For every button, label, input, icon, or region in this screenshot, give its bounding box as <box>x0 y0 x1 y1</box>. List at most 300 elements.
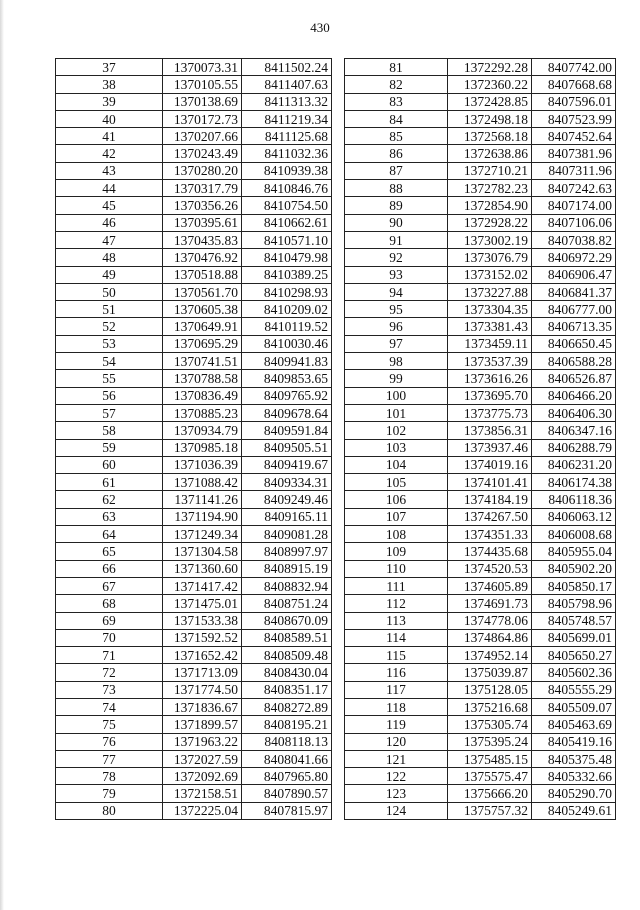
table-row <box>345 128 616 145</box>
x-coordinate-cell: 1372027.59 <box>163 750 242 767</box>
point-number-cell: 104 <box>345 456 448 473</box>
table-row <box>56 214 332 231</box>
table-row <box>345 76 616 93</box>
point-number-cell: 87 <box>345 162 448 179</box>
point-number-cell: 56 <box>56 387 163 404</box>
table-row <box>56 387 332 404</box>
x-coordinate-cell: 1374019.16 <box>448 456 532 473</box>
y-coordinate-cell: 8408351.17 <box>242 681 332 698</box>
table-row <box>56 180 332 197</box>
point-number-cell: 94 <box>345 283 448 300</box>
table-row <box>56 802 332 819</box>
x-coordinate-cell: 1370788.58 <box>163 370 242 387</box>
x-coordinate-cell: 1370985.18 <box>163 439 242 456</box>
table-row <box>345 595 616 612</box>
point-number-cell: 92 <box>345 249 448 266</box>
x-coordinate-cell: 1373152.02 <box>448 266 532 283</box>
y-coordinate-cell: 8408195.21 <box>242 716 332 733</box>
x-coordinate-cell: 1370435.83 <box>163 231 242 248</box>
y-coordinate-cell: 8406713.35 <box>532 318 616 335</box>
point-number-cell: 37 <box>56 59 163 76</box>
point-number-cell: 71 <box>56 647 163 664</box>
table-row <box>56 612 332 629</box>
table-row <box>345 456 616 473</box>
x-coordinate-cell: 1371533.38 <box>163 612 242 629</box>
x-coordinate-cell: 1374952.14 <box>448 647 532 664</box>
table-row <box>56 249 332 266</box>
table-row <box>56 231 332 248</box>
y-coordinate-cell: 8411313.32 <box>242 93 332 110</box>
point-number-cell: 81 <box>345 59 448 76</box>
point-number-cell: 46 <box>56 214 163 231</box>
table-row <box>56 422 332 439</box>
y-coordinate-cell: 8411219.34 <box>242 110 332 127</box>
point-number-cell: 95 <box>345 301 448 318</box>
point-number-cell: 66 <box>56 560 163 577</box>
table-row <box>345 526 616 543</box>
y-coordinate-cell: 8406347.16 <box>532 422 616 439</box>
x-coordinate-cell: 1375039.87 <box>448 664 532 681</box>
point-number-cell: 111 <box>345 577 448 594</box>
point-number-cell: 124 <box>345 802 448 819</box>
x-coordinate-cell: 1371036.39 <box>163 456 242 473</box>
x-coordinate-cell: 1372092.69 <box>163 768 242 785</box>
point-number-cell: 93 <box>345 266 448 283</box>
x-coordinate-cell: 1373381.43 <box>448 318 532 335</box>
point-number-cell: 61 <box>56 474 163 491</box>
table-row <box>345 162 616 179</box>
y-coordinate-cell: 8405509.07 <box>532 698 616 715</box>
x-coordinate-cell: 1373695.70 <box>448 387 532 404</box>
y-coordinate-cell: 8405902.20 <box>532 560 616 577</box>
x-coordinate-cell: 1371088.42 <box>163 474 242 491</box>
table-row <box>56 370 332 387</box>
y-coordinate-cell: 8406231.20 <box>532 456 616 473</box>
x-coordinate-cell: 1371836.67 <box>163 698 242 715</box>
point-number-cell: 78 <box>56 768 163 785</box>
coordinates-table-right <box>344 58 616 820</box>
table-row <box>345 231 616 248</box>
x-coordinate-cell: 1372854.90 <box>448 197 532 214</box>
table-row <box>56 474 332 491</box>
y-coordinate-cell: 8407242.63 <box>532 180 616 197</box>
y-coordinate-cell: 8409853.65 <box>242 370 332 387</box>
table-row <box>56 508 332 525</box>
point-number-cell: 89 <box>345 197 448 214</box>
y-coordinate-cell: 8406777.00 <box>532 301 616 318</box>
y-coordinate-cell: 8405419.16 <box>532 733 616 750</box>
x-coordinate-cell: 1371475.01 <box>163 595 242 612</box>
point-number-cell: 112 <box>345 595 448 612</box>
x-coordinate-cell: 1372568.18 <box>448 128 532 145</box>
y-coordinate-cell: 8410571.10 <box>242 231 332 248</box>
table-row <box>345 612 616 629</box>
y-coordinate-cell: 8406972.29 <box>532 249 616 266</box>
y-coordinate-cell: 8405555.29 <box>532 681 616 698</box>
x-coordinate-cell: 1370073.31 <box>163 59 242 76</box>
x-coordinate-cell: 1370885.23 <box>163 404 242 421</box>
x-coordinate-cell: 1371141.26 <box>163 491 242 508</box>
x-coordinate-cell: 1370317.79 <box>163 180 242 197</box>
x-coordinate-cell: 1372498.18 <box>448 110 532 127</box>
table-body <box>345 59 616 820</box>
table-row <box>345 543 616 560</box>
table-row <box>56 698 332 715</box>
y-coordinate-cell: 8407815.97 <box>242 802 332 819</box>
y-coordinate-cell: 8411125.68 <box>242 128 332 145</box>
point-number-cell: 50 <box>56 283 163 300</box>
y-coordinate-cell: 8405249.61 <box>532 802 616 819</box>
point-number-cell: 113 <box>345 612 448 629</box>
table-row <box>56 647 332 664</box>
y-coordinate-cell: 8409765.92 <box>242 387 332 404</box>
table-row <box>56 128 332 145</box>
y-coordinate-cell: 8405375.48 <box>532 750 616 767</box>
table-row <box>56 404 332 421</box>
x-coordinate-cell: 1371194.90 <box>163 508 242 525</box>
table-row <box>56 439 332 456</box>
point-number-cell: 88 <box>345 180 448 197</box>
y-coordinate-cell: 8410209.02 <box>242 301 332 318</box>
x-coordinate-cell: 1373775.73 <box>448 404 532 421</box>
table-row <box>345 577 616 594</box>
y-coordinate-cell: 8409081.28 <box>242 526 332 543</box>
table-row <box>345 93 616 110</box>
table-row <box>56 266 332 283</box>
y-coordinate-cell: 8407381.96 <box>532 145 616 162</box>
y-coordinate-cell: 8408118.13 <box>242 733 332 750</box>
y-coordinate-cell: 8406650.45 <box>532 335 616 352</box>
y-coordinate-cell: 8405850.17 <box>532 577 616 594</box>
x-coordinate-cell: 1374435.68 <box>448 543 532 560</box>
x-coordinate-cell: 1372710.21 <box>448 162 532 179</box>
y-coordinate-cell: 8407106.06 <box>532 214 616 231</box>
point-number-cell: 82 <box>345 76 448 93</box>
y-coordinate-cell: 8407452.64 <box>532 128 616 145</box>
point-number-cell: 60 <box>56 456 163 473</box>
table-row <box>345 768 616 785</box>
x-coordinate-cell: 1370356.26 <box>163 197 242 214</box>
point-number-cell: 42 <box>56 145 163 162</box>
table-row <box>56 318 332 335</box>
point-number-cell: 86 <box>345 145 448 162</box>
x-coordinate-cell: 1370605.38 <box>163 301 242 318</box>
y-coordinate-cell: 8405955.04 <box>532 543 616 560</box>
y-coordinate-cell: 8409249.46 <box>242 491 332 508</box>
point-number-cell: 38 <box>56 76 163 93</box>
x-coordinate-cell: 1371417.42 <box>163 577 242 594</box>
y-coordinate-cell: 8405699.01 <box>532 629 616 646</box>
table-row <box>56 560 332 577</box>
y-coordinate-cell: 8409591.84 <box>242 422 332 439</box>
point-number-cell: 76 <box>56 733 163 750</box>
point-number-cell: 115 <box>345 647 448 664</box>
y-coordinate-cell: 8406118.36 <box>532 491 616 508</box>
table-row <box>345 439 616 456</box>
y-coordinate-cell: 8409678.64 <box>242 404 332 421</box>
point-number-cell: 80 <box>56 802 163 819</box>
point-number-cell: 54 <box>56 353 163 370</box>
point-number-cell: 65 <box>56 543 163 560</box>
point-number-cell: 102 <box>345 422 448 439</box>
table-row <box>345 785 616 802</box>
y-coordinate-cell: 8408430.04 <box>242 664 332 681</box>
y-coordinate-cell: 8408915.19 <box>242 560 332 577</box>
table-row <box>345 283 616 300</box>
x-coordinate-cell: 1374691.73 <box>448 595 532 612</box>
table-row <box>56 526 332 543</box>
table-row <box>56 733 332 750</box>
x-coordinate-cell: 1375216.68 <box>448 698 532 715</box>
x-coordinate-cell: 1375305.74 <box>448 716 532 733</box>
table-row <box>56 110 332 127</box>
table-row <box>345 474 616 491</box>
y-coordinate-cell: 8410119.52 <box>242 318 332 335</box>
y-coordinate-cell: 8410754.50 <box>242 197 332 214</box>
x-coordinate-cell: 1370836.49 <box>163 387 242 404</box>
point-number-cell: 44 <box>56 180 163 197</box>
y-coordinate-cell: 8406063.12 <box>532 508 616 525</box>
point-number-cell: 101 <box>345 404 448 421</box>
y-coordinate-cell: 8408751.24 <box>242 595 332 612</box>
x-coordinate-cell: 1375757.32 <box>448 802 532 819</box>
point-number-cell: 84 <box>345 110 448 127</box>
y-coordinate-cell: 8408589.51 <box>242 629 332 646</box>
x-coordinate-cell: 1371652.42 <box>163 647 242 664</box>
table-row <box>345 750 616 767</box>
table-row <box>56 335 332 352</box>
x-coordinate-cell: 1373002.19 <box>448 231 532 248</box>
y-coordinate-cell: 8406288.79 <box>532 439 616 456</box>
point-number-cell: 114 <box>345 629 448 646</box>
x-coordinate-cell: 1371713.09 <box>163 664 242 681</box>
y-coordinate-cell: 8405332.66 <box>532 768 616 785</box>
point-number-cell: 63 <box>56 508 163 525</box>
x-coordinate-cell: 1371592.52 <box>163 629 242 646</box>
point-number-cell: 91 <box>345 231 448 248</box>
point-number-cell: 58 <box>56 422 163 439</box>
y-coordinate-cell: 8405602.36 <box>532 664 616 681</box>
y-coordinate-cell: 8406406.30 <box>532 404 616 421</box>
table-row <box>56 785 332 802</box>
x-coordinate-cell: 1370280.20 <box>163 162 242 179</box>
y-coordinate-cell: 8408509.48 <box>242 647 332 664</box>
point-number-cell: 51 <box>56 301 163 318</box>
point-number-cell: 106 <box>345 491 448 508</box>
point-number-cell: 105 <box>345 474 448 491</box>
point-number-cell: 85 <box>345 128 448 145</box>
point-number-cell: 96 <box>345 318 448 335</box>
point-number-cell: 83 <box>345 93 448 110</box>
x-coordinate-cell: 1371304.58 <box>163 543 242 560</box>
x-coordinate-cell: 1370695.29 <box>163 335 242 352</box>
point-number-cell: 55 <box>56 370 163 387</box>
table-row <box>345 560 616 577</box>
point-number-cell: 47 <box>56 231 163 248</box>
table-row <box>56 577 332 594</box>
x-coordinate-cell: 1372225.04 <box>163 802 242 819</box>
point-number-cell: 99 <box>345 370 448 387</box>
y-coordinate-cell: 8406008.68 <box>532 526 616 543</box>
table-row <box>345 664 616 681</box>
point-number-cell: 67 <box>56 577 163 594</box>
point-number-cell: 122 <box>345 768 448 785</box>
x-coordinate-cell: 1373937.46 <box>448 439 532 456</box>
x-coordinate-cell: 1375128.05 <box>448 681 532 698</box>
y-coordinate-cell: 8405290.70 <box>532 785 616 802</box>
table-row <box>345 716 616 733</box>
point-number-cell: 75 <box>56 716 163 733</box>
point-number-cell: 110 <box>345 560 448 577</box>
x-coordinate-cell: 1371774.50 <box>163 681 242 698</box>
table-row <box>56 145 332 162</box>
y-coordinate-cell: 8410662.61 <box>242 214 332 231</box>
y-coordinate-cell: 8409419.67 <box>242 456 332 473</box>
y-coordinate-cell: 8409165.11 <box>242 508 332 525</box>
point-number-cell: 43 <box>56 162 163 179</box>
x-coordinate-cell: 1370243.49 <box>163 145 242 162</box>
x-coordinate-cell: 1370395.61 <box>163 214 242 231</box>
x-coordinate-cell: 1373304.35 <box>448 301 532 318</box>
point-number-cell: 57 <box>56 404 163 421</box>
y-coordinate-cell: 8411032.36 <box>242 145 332 162</box>
x-coordinate-cell: 1372782.23 <box>448 180 532 197</box>
y-coordinate-cell: 8407890.57 <box>242 785 332 802</box>
y-coordinate-cell: 8410030.46 <box>242 335 332 352</box>
y-coordinate-cell: 8410939.38 <box>242 162 332 179</box>
y-coordinate-cell: 8408832.94 <box>242 577 332 594</box>
x-coordinate-cell: 1370207.66 <box>163 128 242 145</box>
x-coordinate-cell: 1371360.60 <box>163 560 242 577</box>
y-coordinate-cell: 8406466.20 <box>532 387 616 404</box>
y-coordinate-cell: 8405463.69 <box>532 716 616 733</box>
x-coordinate-cell: 1371899.57 <box>163 716 242 733</box>
table-row <box>56 750 332 767</box>
table-row <box>56 595 332 612</box>
point-number-cell: 64 <box>56 526 163 543</box>
x-coordinate-cell: 1370934.79 <box>163 422 242 439</box>
point-number-cell: 100 <box>345 387 448 404</box>
y-coordinate-cell: 8407668.68 <box>532 76 616 93</box>
x-coordinate-cell: 1372928.22 <box>448 214 532 231</box>
point-number-cell: 39 <box>56 93 163 110</box>
y-coordinate-cell: 8409505.51 <box>242 439 332 456</box>
table-row <box>56 197 332 214</box>
scan-edge-shadow <box>0 0 4 910</box>
x-coordinate-cell: 1373227.88 <box>448 283 532 300</box>
point-number-cell: 116 <box>345 664 448 681</box>
table-row <box>345 491 616 508</box>
y-coordinate-cell: 8410846.76 <box>242 180 332 197</box>
x-coordinate-cell: 1373459.11 <box>448 335 532 352</box>
table-row <box>56 716 332 733</box>
y-coordinate-cell: 8408670.09 <box>242 612 332 629</box>
y-coordinate-cell: 8406174.38 <box>532 474 616 491</box>
point-number-cell: 98 <box>345 353 448 370</box>
table-row <box>345 180 616 197</box>
y-coordinate-cell: 8407174.00 <box>532 197 616 214</box>
table-row <box>345 301 616 318</box>
table-row <box>56 543 332 560</box>
table-row <box>345 422 616 439</box>
point-number-cell: 77 <box>56 750 163 767</box>
point-number-cell: 119 <box>345 716 448 733</box>
y-coordinate-cell: 8408272.89 <box>242 698 332 715</box>
coordinates-table-left <box>55 58 332 820</box>
x-coordinate-cell: 1370105.55 <box>163 76 242 93</box>
x-coordinate-cell: 1373537.39 <box>448 353 532 370</box>
point-number-cell: 120 <box>345 733 448 750</box>
x-coordinate-cell: 1372638.86 <box>448 145 532 162</box>
point-number-cell: 48 <box>56 249 163 266</box>
point-number-cell: 109 <box>345 543 448 560</box>
y-coordinate-cell: 8411407.63 <box>242 76 332 93</box>
x-coordinate-cell: 1371249.34 <box>163 526 242 543</box>
point-number-cell: 108 <box>345 526 448 543</box>
y-coordinate-cell: 8407311.96 <box>532 162 616 179</box>
point-number-cell: 59 <box>56 439 163 456</box>
table-row <box>56 491 332 508</box>
table-row <box>345 647 616 664</box>
y-coordinate-cell: 8411502.24 <box>242 59 332 76</box>
table-row <box>56 283 332 300</box>
point-number-cell: 117 <box>345 681 448 698</box>
x-coordinate-cell: 1373616.26 <box>448 370 532 387</box>
x-coordinate-cell: 1374101.41 <box>448 474 532 491</box>
table-body <box>56 59 332 820</box>
table-row <box>345 249 616 266</box>
point-number-cell: 40 <box>56 110 163 127</box>
point-number-cell: 70 <box>56 629 163 646</box>
x-coordinate-cell: 1370561.70 <box>163 283 242 300</box>
x-coordinate-cell: 1370172.73 <box>163 110 242 127</box>
x-coordinate-cell: 1374864.86 <box>448 629 532 646</box>
point-number-cell: 103 <box>345 439 448 456</box>
point-number-cell: 53 <box>56 335 163 352</box>
y-coordinate-cell: 8408041.66 <box>242 750 332 767</box>
y-coordinate-cell: 8410298.93 <box>242 283 332 300</box>
y-coordinate-cell: 8407038.82 <box>532 231 616 248</box>
table-row <box>345 335 616 352</box>
x-coordinate-cell: 1370476.92 <box>163 249 242 266</box>
point-number-cell: 79 <box>56 785 163 802</box>
table-row <box>56 681 332 698</box>
x-coordinate-cell: 1372360.22 <box>448 76 532 93</box>
y-coordinate-cell: 8410389.25 <box>242 266 332 283</box>
x-coordinate-cell: 1373076.79 <box>448 249 532 266</box>
x-coordinate-cell: 1375395.24 <box>448 733 532 750</box>
table-row <box>56 629 332 646</box>
table-row <box>345 353 616 370</box>
point-number-cell: 123 <box>345 785 448 802</box>
y-coordinate-cell: 8407742.00 <box>532 59 616 76</box>
table-row <box>56 456 332 473</box>
table-row <box>345 629 616 646</box>
y-coordinate-cell: 8408997.97 <box>242 543 332 560</box>
x-coordinate-cell: 1371963.22 <box>163 733 242 750</box>
point-number-cell: 41 <box>56 128 163 145</box>
x-coordinate-cell: 1372292.28 <box>448 59 532 76</box>
table-row <box>56 162 332 179</box>
table-row <box>56 664 332 681</box>
point-number-cell: 97 <box>345 335 448 352</box>
table-row <box>345 214 616 231</box>
table-row <box>345 802 616 819</box>
table-row <box>345 387 616 404</box>
table-row <box>345 197 616 214</box>
x-coordinate-cell: 1370649.91 <box>163 318 242 335</box>
y-coordinate-cell: 8406526.87 <box>532 370 616 387</box>
